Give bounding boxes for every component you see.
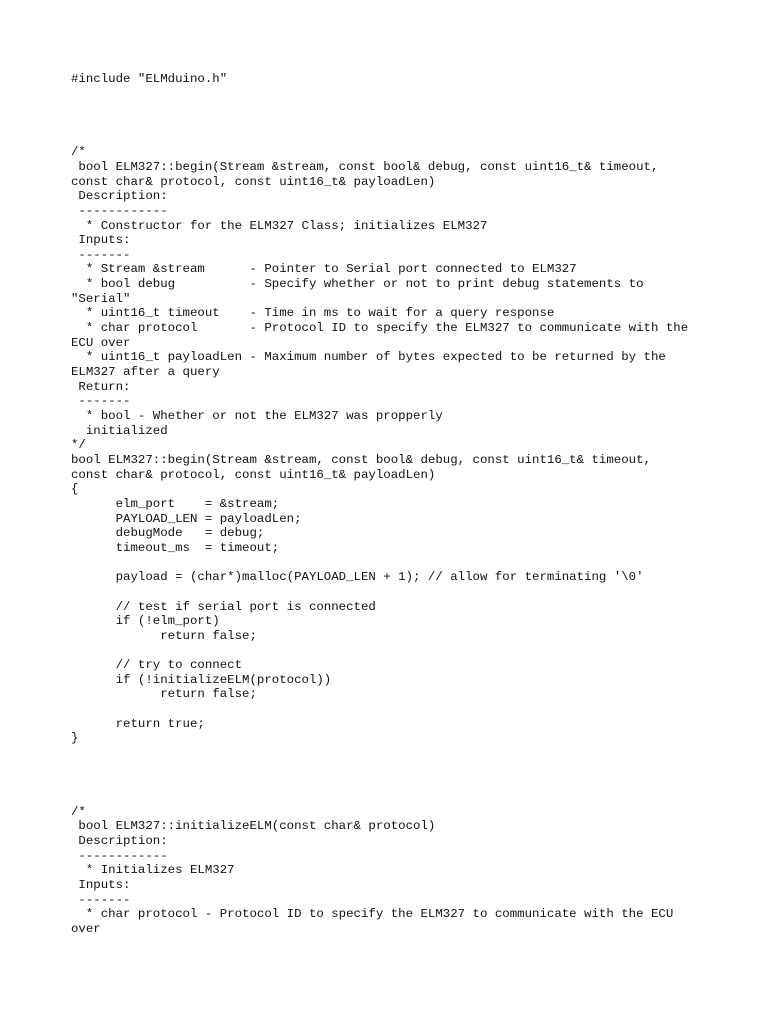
code-line: * uint16_t payloadLen - Maximum number of bytes expected to be returned by the [71, 350, 666, 365]
code-line [71, 556, 751, 571]
code-line: if (!initializeELM(protocol)) [71, 672, 332, 687]
code-line: Inputs: [71, 233, 131, 248]
code-line: bool ELM327::begin(Stream &stream, const bool& debug, const uint16_t& timeout, [71, 453, 651, 467]
code-line: const char& protocol, const uint16_t& payloadLen) [71, 174, 436, 189]
code-line: // try to connect [71, 658, 243, 673]
code-line: // test if serial port is connected [71, 599, 376, 614]
code-line: * bool - Whether or not the ELM327 was propperly [71, 409, 443, 424]
code-line [71, 746, 751, 761]
code-line: ------------ [71, 848, 168, 863]
code-line [71, 775, 751, 790]
code-line [71, 116, 751, 131]
code-line: * char protocol - Protocol ID to specify the ELM327 to communicate with the ECU [71, 907, 674, 922]
code-line: payload = (char*)malloc(PAYLOAD_LEN + 1); // allow for terminating '\0' [71, 570, 644, 585]
code-line: return false; [71, 628, 257, 643]
code-line: timeout_ms = timeout; [71, 540, 280, 555]
code-line [71, 87, 751, 102]
code-line: ------- [71, 892, 131, 907]
code-line: over [71, 921, 101, 936]
code-line: Description: [71, 189, 168, 204]
code-line: bool ELM327::begin(Stream &stream, const bool& debug, const uint16_t& timeout, [71, 159, 659, 174]
code-line: /* [71, 145, 86, 160]
code-document [71, 72, 751, 937]
code-line: return false; [71, 687, 257, 702]
code-line: ------------ [71, 203, 168, 218]
code-line: Inputs: [71, 877, 131, 892]
code-line: * Stream &stream - Pointer to Serial port connected to ELM327 [71, 262, 577, 277]
code-line: * Constructor for the ELM327 Class; initializes ELM327 [71, 218, 488, 233]
code-line: * bool debug - Specify whether or not to print debug statements to [71, 277, 644, 292]
code-line [71, 131, 751, 146]
code-line: /* [71, 804, 86, 819]
code-line: bool ELM327::initializeELM(const char& protocol) [71, 819, 436, 834]
code-line: debugMode = debug; [71, 526, 265, 541]
code-line [71, 702, 751, 717]
code-line: ------- [71, 394, 131, 409]
code-line [71, 790, 751, 805]
code-line: return true; [71, 716, 205, 731]
code-line [71, 644, 751, 659]
code-line: */ [71, 438, 86, 453]
code-line: Description: [71, 833, 168, 848]
code-line: PAYLOAD_LEN = payloadLen; [71, 511, 302, 526]
code-line: elm_port = &stream; [71, 496, 280, 511]
code-line: #include "ELMduino.h" [71, 72, 228, 86]
code-line: initialized [71, 423, 168, 438]
code-line: ECU over [71, 335, 131, 350]
code-line: * Initializes ELM327 [71, 863, 235, 878]
code-line: Return: [71, 379, 131, 394]
code-line: } [71, 731, 79, 746]
code-line: ELM327 after a query [71, 365, 220, 380]
code-line [71, 101, 751, 116]
code-line: const char& protocol, const uint16_t& payloadLen) [71, 467, 436, 482]
code-line: if (!elm_port) [71, 614, 220, 629]
code-line: * char protocol - Protocol ID to specify the ELM327 to communicate with the [71, 321, 689, 336]
code-line: { [71, 482, 79, 497]
code-line [71, 761, 751, 776]
code-line: ------- [71, 247, 131, 262]
code-line: * uint16_t timeout - Time in ms to wait for a query response [71, 306, 555, 321]
code-line [71, 585, 751, 600]
code-line: "Serial" [71, 291, 131, 306]
